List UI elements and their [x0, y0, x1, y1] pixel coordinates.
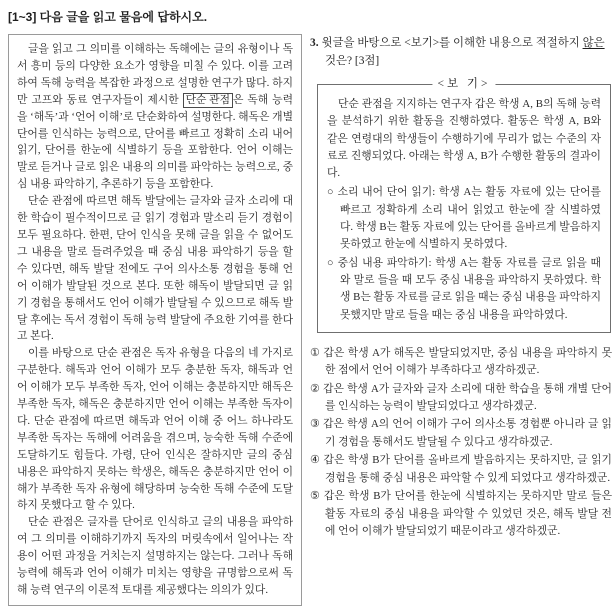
question-stem-underlined: 않은 — [582, 37, 605, 49]
bogi-reference-box — [317, 78, 611, 333]
choice-4-text: 갑은 학생 B가 단어를 올바르게 발음하지는 못하지만, 글 읽기 경험을 통해 중심 내용은 파악할 수 있게 되었다고 생각하겠군. — [323, 454, 612, 484]
two-column-layout — [8, 34, 612, 606]
question-stem — [310, 34, 612, 70]
choice-2-text: 갑은 학생 A가 글자와 글자 소리에 대한 학습을 통해 개별 단어를 인식하는 능력이 발달되었다고 생각하겠군. — [323, 382, 612, 413]
passage-p1-before: 글을 읽고 그 의미를 이해하는 독해에는 글의 유형이나 독서 흥미 등의 다양한 요소가 영향을 미칠 수 있다. 이를 고려하여 독해 능력을 복잡한 과정으로 설명한 연구가 많다. 하지만 고프와 동료 연구자들이 제시한 — [17, 43, 293, 106]
answer-choice-4[interactable] — [310, 452, 612, 487]
choice-5-number-icon: ⑤ — [310, 490, 321, 503]
reading-passage-box — [8, 34, 302, 606]
left-column — [8, 34, 302, 606]
choice-5-text: 갑은 학생 B가 단어를 한눈에 식별하지는 못하지만 말로 들은 활동 자료의 중심 내용을 파악할 수 있었던 것은, 해독 발달 전에 언어 이해가 발달되었기 때문이라고 생각하겠군. — [323, 490, 613, 537]
choice-3-number-icon: ③ — [310, 418, 321, 431]
answer-choice-2[interactable] — [310, 381, 612, 416]
right-column — [310, 34, 612, 541]
choice-1-number-icon: ① — [310, 346, 321, 359]
bogi-label: <보 기> — [432, 76, 495, 93]
circle-bullet-icon: ○ — [327, 256, 335, 269]
answer-choices — [310, 345, 612, 540]
exam-instruction: [1~3] 다음 글을 읽고 물음에 답하시오. — [8, 10, 208, 24]
passage-paragraph-1 — [17, 41, 293, 193]
passage-paragraph-2: 단순 관점에 따르면 해독 발달에는 글자와 글자 소리에 대한 학습이 필수적이므로 글 읽기 경험과 말소리 듣기 경험이 모두 필요하다. 한편, 단어 인식을 못해 글을 읽을 수 없어도 그 내용을 말로 들려주었을 때 중심 내용 파악하기 등을 할 수 있다면, 해독 발달 전에도 구어 의사소통 경험을 통해 언어 이해가 발달된 것으로 본다. 또한 해독이 발달되면 글 읽기 경험을 통해서도 언어 이해가 발달될 수 있으므로 해독 발달 후에는 독서 경험이 독해 능력 발달에 주요한 기여를 한다고 본다. — [17, 195, 293, 343]
answer-choice-3[interactable] — [310, 416, 612, 451]
bogi-intro: 단순 관점을 지지하는 연구자 갑은 학생 A, B의 독해 능력을 분석하기 위한 활동을 진행하였다. 활동은 학생 A, B와 같은 연령대의 학생들이 수행하기에 무리가 없는 수준의 자료로 진행되었다. 아래는 학생 A, B가 수행한 활동의 결과이다. — [327, 98, 601, 180]
bogi-item-word-reading — [327, 184, 601, 253]
choice-3-text: 갑은 학생 A의 언어 이해가 구어 의사소통 경험뿐 아니라 글 읽기 경험을 통해서도 발달될 수 있다고 생각하겠군. — [323, 418, 612, 448]
choice-2-number-icon: ② — [310, 382, 321, 395]
bogi-item-text: 소리 내어 단어 읽기: 학생 A는 활동 자료에 있는 단어를 빠르고 정확하게 소리 내어 읽었고 한눈에 잘 식별하였다. 학생 B는 활동 자료에 있는 단어를 올바르게 발음하지 못하였고 한눈에 식별하지 못하였다. — [337, 186, 601, 251]
bogi-item-text: 중심 내용 파악하기: 학생 A는 활동 자료를 글로 읽을 때와 말로 들을 때 모두 중심 내용을 파악하지 못하였다. 학생 B는 활동 자료를 글로 읽을 때는 중심 내용을 파악하지 못했지만 말로 들을 때는 중심 내용을 파악하였다. — [337, 256, 601, 321]
answer-choice-5[interactable] — [310, 488, 612, 540]
choice-1-text: 갑은 학생 A가 해독은 발달되었지만, 중심 내용을 파악하지 못한 점에서 언어 이해가 부족하다고 생각하겠군. — [323, 346, 612, 377]
question-number: 3. — [310, 37, 319, 49]
boxed-key-term: 단순 관점 — [183, 93, 233, 108]
passage-p1-after: 은 독해 능력을 ‘해독’과 ‘언어 이해’로 단순화하여 설명한다. 해독은 개별 단어를 인식하는 능력으로, 단어를 빠르고 정확히 소리 내어 읽기, 단어를 한눈에 식별하기 등을 포함한다. 언어 이해는 말로 듣거나 글로 읽은 내용의 의미를 파악하는 능력으로, 중심 내용 파악하기, 추론하기 등을 포함한다. — [17, 93, 294, 191]
passage-paragraph-4: 단순 관점은 글자를 단어로 인식하고 글의 내용을 파악하여 그 의미를 이해하기까지 독자의 머릿속에서 일어나는 작용이 어떤 과정을 거치는지 설명하지는 않는다. 그러나 독해 능력에 해독과 언어 이해가 미치는 영향을 규명함으로써 독해 능력 연구의 이론적 토대를 제공했다는 의의가 있다. — [17, 516, 293, 596]
question-stem-text-after: 것은? [3점] — [325, 55, 380, 67]
circle-bullet-icon: ○ — [327, 186, 335, 199]
bogi-item-main-idea — [327, 255, 601, 324]
choice-4-number-icon: ④ — [310, 454, 321, 467]
question-stem-text-before: 윗글을 바탕으로 <보기>를 이해한 내용으로 적절하지 — [321, 37, 583, 49]
answer-choice-1[interactable] — [310, 345, 612, 380]
passage-paragraph-3: 이를 바탕으로 단순 관점은 독자 유형을 다음의 네 가지로 구분한다. 해독과 언어 이해가 모두 충분한 독자, 해독과 언어 이해가 모두 부족한 독자, 언어 이해는 충분하지만 해독은 부족한 독자, 해독은 충분하지만 언어 이해는 부족한 독자이다. 단순 관점에 따르면 해독과 언어 이해 중 어느 하나라도 부족한 독자는 독해에 어려움을 겪으며, 능숙한 독해 수준에 도달하기도 힘들다. 가령, 단어 인식은 잘하지만 글의 중심 내용은 파악하지 못하는 학생은, 해독은 충분하지만 언어 이해가 부족한 독자 유형에 해당하며 능숙한 독해 수준에 도달하지 못했다고 할 수 있다. — [17, 347, 293, 512]
